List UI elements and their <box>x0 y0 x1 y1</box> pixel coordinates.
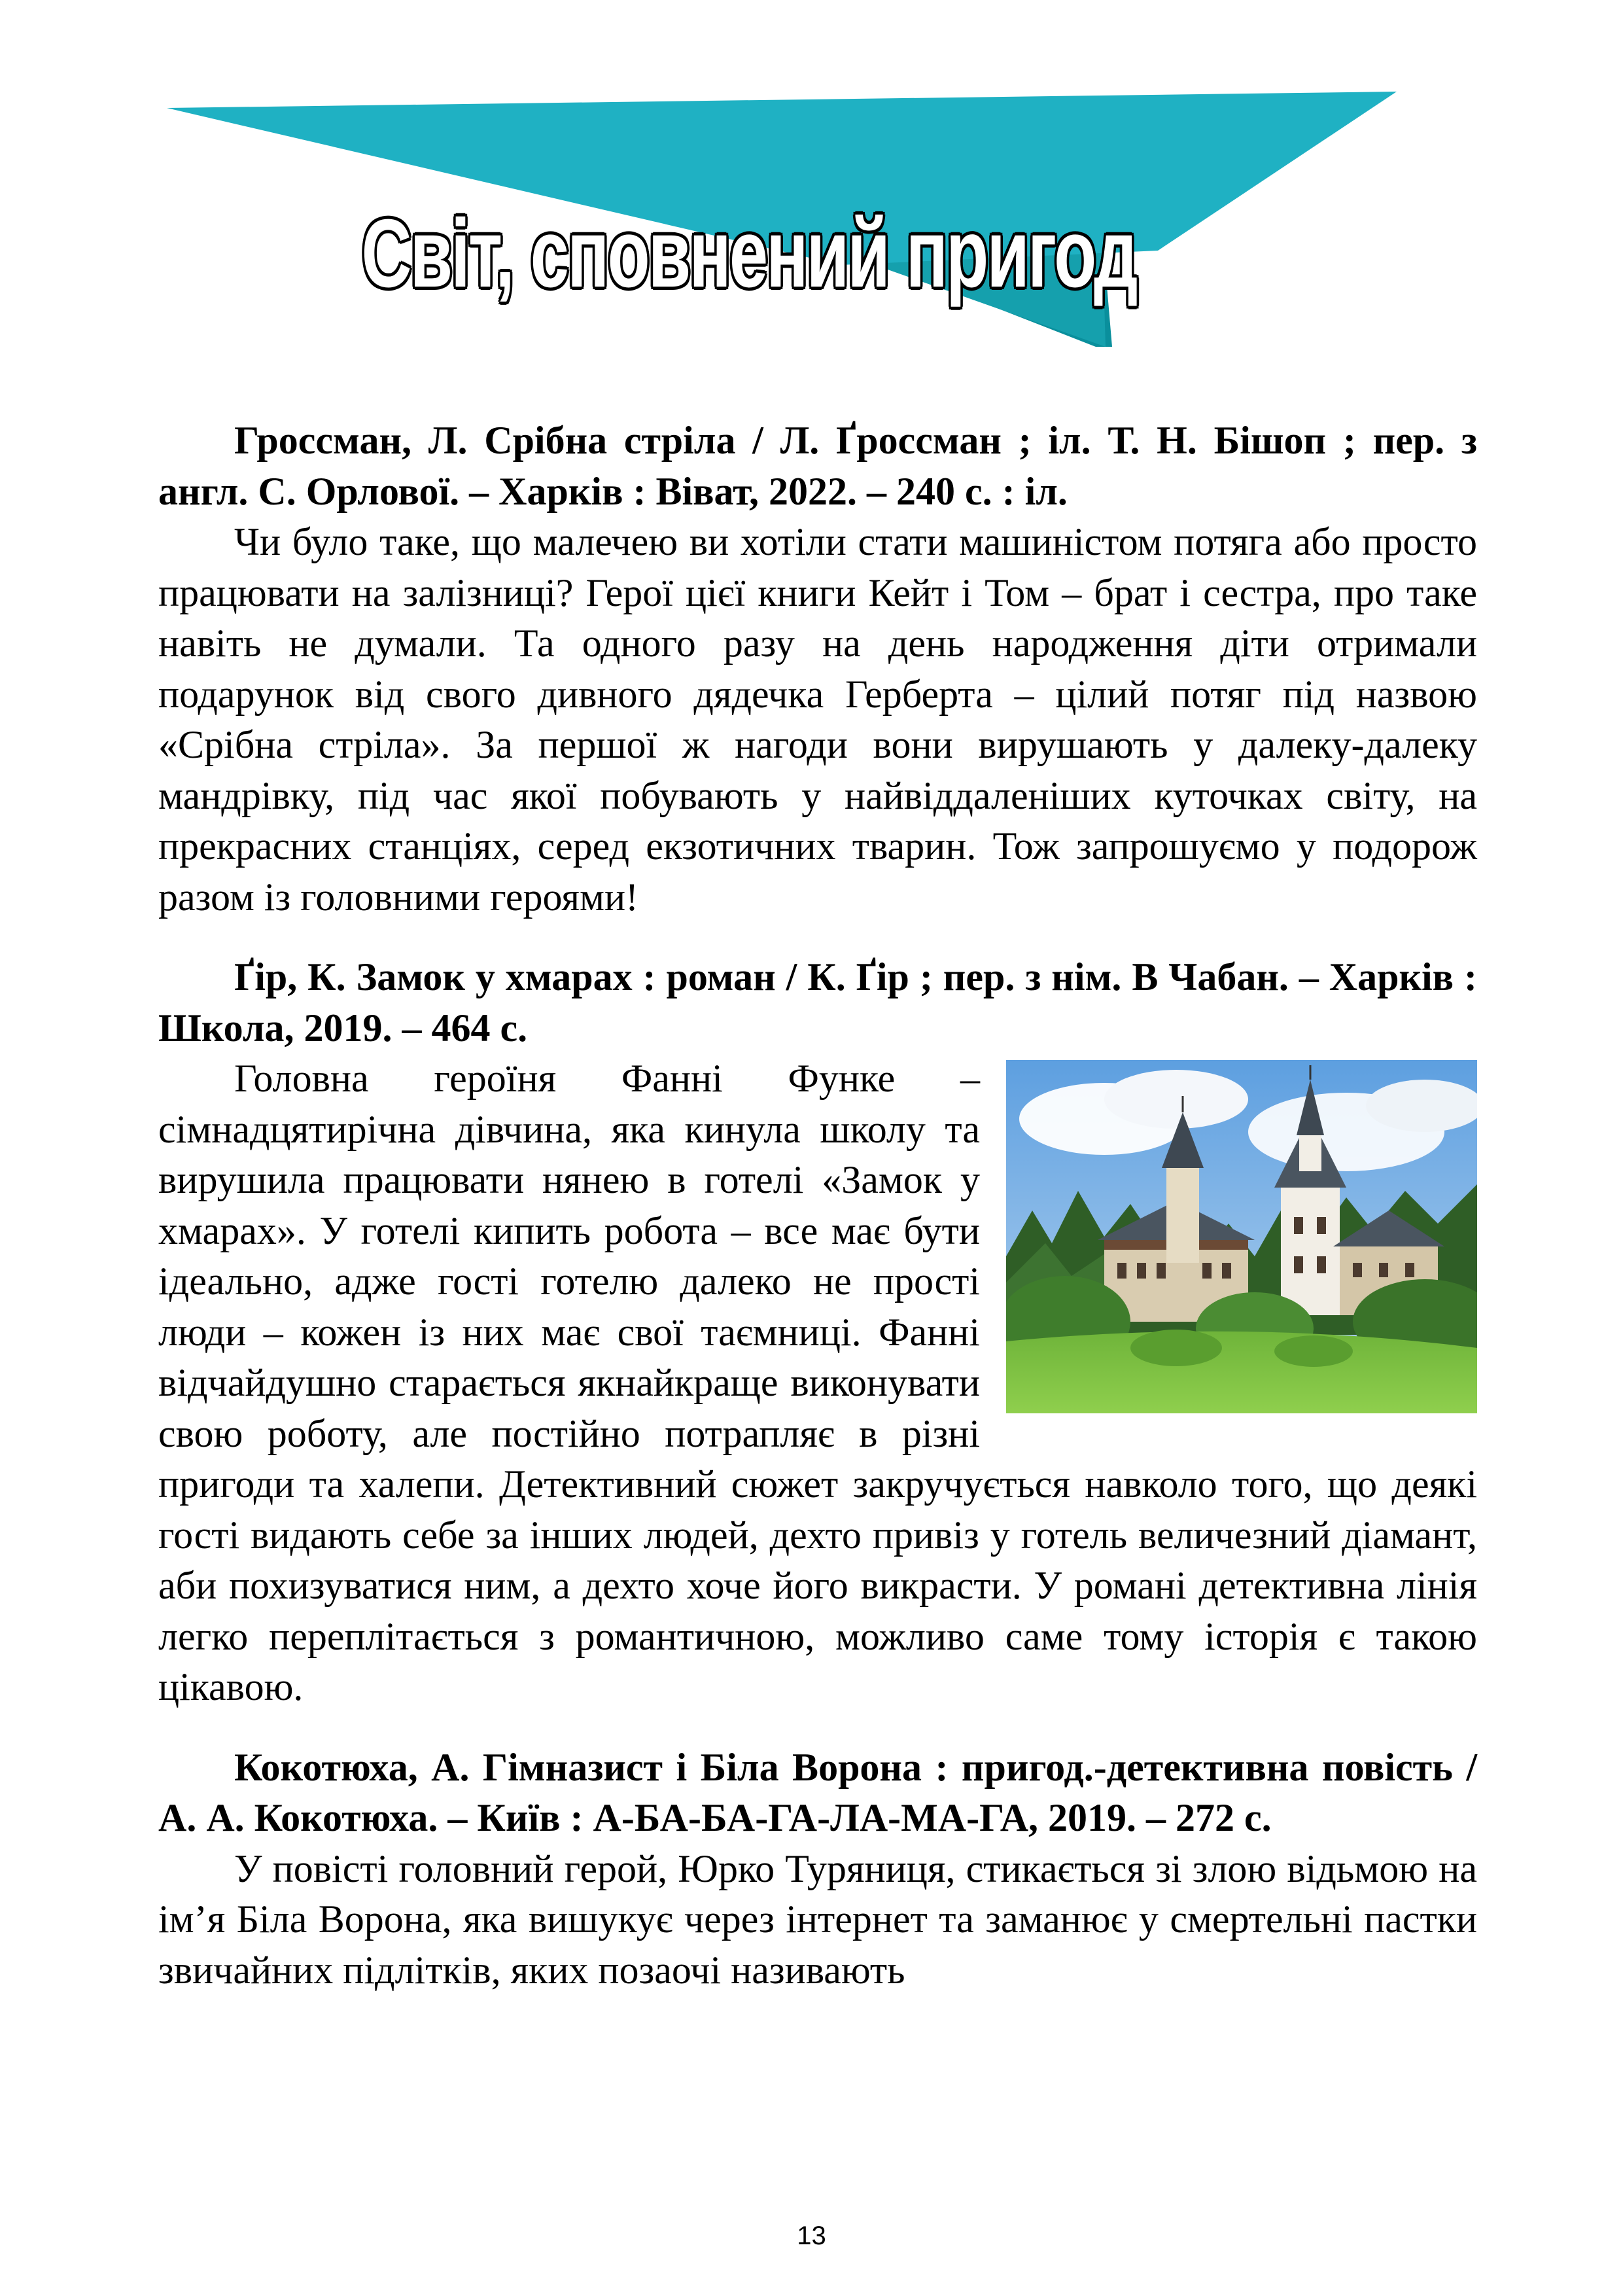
title-banner <box>167 88 1397 350</box>
page-number: 13 <box>797 2221 826 2250</box>
book-entry <box>158 1742 1477 1996</box>
book-entry <box>158 952 1477 1713</box>
book-citation: Кокотюха, А. Гімназист і Біла Ворона : пригод.-детективна повість / А. А. Кокотюха. – Київ : А-БА-БА-ГА-ЛА-МА-ГА, 2019. – 272 с. <box>158 1745 1477 1839</box>
book-description: Головна героїня Фанні Функе – сімнадцятирічна дівчина, яка кинула школу та вирушила працювати нянею в готелі «Замок у хмарах». У готелі кипить робота – все має бути ідеально, адже гості готелю далеко не прості люди – кожен із них має свої таємниці. Фанні відчайдушно старається якнайкраще виконувати свою роботу, але постійно потрапляє в різні пригоди та халепи. Детективний сюжет закручується навколо того, що деякі гості видають себе за інших людей, дехто привіз у готель величезний діамант, аби похизуватися ним, а дехто хоче його викрасти. У романі детективна лінія легко переплітається з романтичною, можливо саме тому історія є такою цікавою. <box>158 1057 1477 1708</box>
book-entry <box>158 415 1477 923</box>
book-citation: Гроссман, Л. Срібна стріла / Л. Ґроссман ; іл. Т. Н. Бішоп ; пер. з англ. С. Орлової. – Харків : Віват, 2022. – 240 с. : іл. <box>158 419 1477 513</box>
book-list <box>158 415 1477 2025</box>
book-citation: Ґір, К. Замок у хмарах : роман / К. Ґір ; пер. з нім. В Чабан. – Харків : Школа, 2019. – 464 с. <box>158 955 1477 1050</box>
page-title: Світ, сповнений пригод <box>361 200 1136 308</box>
castle-photo <box>1006 1060 1477 1413</box>
book-description: У повісті головний герой, Юрко Туряниця, стикається зі злою відьмою на ім’я Біла Ворона, яка вишукує через інтернет та заманює у смертельні пастки звичайних підлітків, яких позаочі називають <box>158 1846 1477 1992</box>
book-description: Чи було таке, що малечею ви хотіли стати машиністом потяга або просто працювати на залізниці? Герої цієї книги Кейт і Том – брат і сестра, про таке навіть не думали. Та одного разу на день народження діти отримали подарунок від свого дивного дядечка Герберта – цілий потяг під назвою «Срібна стріла». За першої ж нагоди вони вирушають у далеку-далеку мандрівку, під час якої побувають у найвіддаленіших куточках світу, на прекрасних станціях, серед екзотичних тварин. Тож запрошуємо у подорож разом із головними героями! <box>158 520 1477 919</box>
